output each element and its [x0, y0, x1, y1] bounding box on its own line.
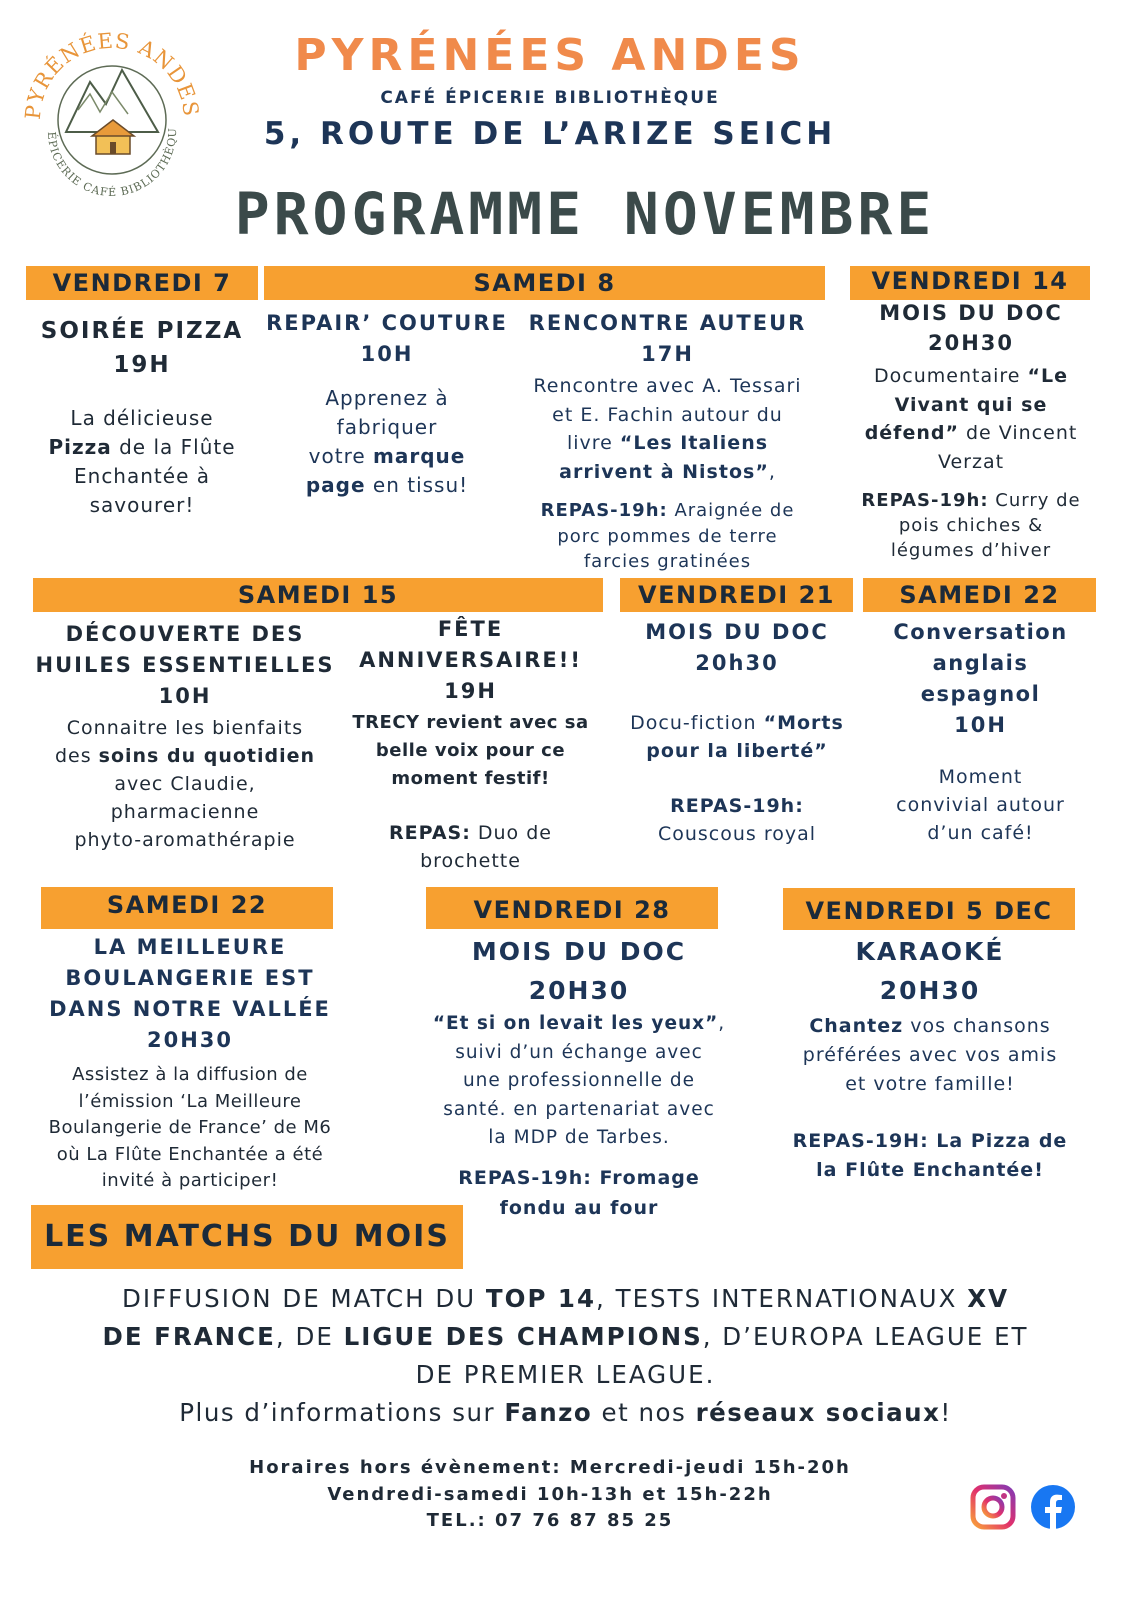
- event-desc-bold: Vivant qui se: [894, 393, 1048, 416]
- event-desc: en tissu!: [365, 473, 469, 497]
- event-desc: La délicieuse: [70, 406, 214, 430]
- meal-desc: Araignée de: [667, 500, 795, 521]
- matches-text: [30, 1280, 1101, 1432]
- event-ven28: [418, 932, 740, 1223]
- day-bar-ven5dec: VENDREDI 5 DEC: [783, 888, 1075, 930]
- meal-desc: REPAS-19H: La Pizza de: [792, 1130, 1068, 1152]
- event-title: anglais: [932, 651, 1029, 675]
- meal-desc: la Flûte Enchantée!: [816, 1159, 1044, 1181]
- event-desc: Rencontre avec A. Tessari: [533, 375, 802, 397]
- meal-desc: légumes d’hiver: [890, 540, 1052, 561]
- matches-line: !: [940, 1398, 952, 1427]
- meal-desc: porc pommes de terre: [557, 525, 778, 547]
- event-desc: préférées avec vos amis: [802, 1044, 1058, 1066]
- event-desc: Boulangerie de France’ de M6: [48, 1117, 332, 1138]
- matches-bold: XV: [967, 1284, 1010, 1313]
- instagram-icon[interactable]: [970, 1484, 1016, 1530]
- event-time: 10H: [158, 684, 212, 708]
- meal-label: REPAS-19h:: [861, 490, 989, 511]
- event-desc: Verzat: [937, 450, 1005, 473]
- day-bar-ven28: VENDREDI 28: [426, 887, 718, 929]
- day-bar-ven14: VENDREDI 14: [850, 266, 1090, 300]
- event-desc: pharmacienne: [110, 801, 260, 823]
- event-title: MOIS DU DOC: [471, 937, 687, 966]
- event-desc: savourer!: [89, 493, 195, 517]
- event-desc: santé. en partenariat avec: [443, 1098, 715, 1120]
- event-time: 20H30: [146, 1028, 234, 1052]
- event-time: 17H: [641, 342, 694, 366]
- event-desc: fabriquer: [336, 415, 438, 439]
- event-desc: Assistez à la diffusion de: [72, 1064, 308, 1085]
- matches-line: DIFFUSION DE MATCH DU: [121, 1284, 486, 1313]
- event-sam22-boulangerie: [30, 932, 350, 1195]
- event-desc-bold: “Et si on levait les yeux”: [432, 1013, 719, 1034]
- meal-desc: Duo de: [470, 822, 552, 844]
- event-desc-bold: pour la liberté”: [646, 740, 828, 762]
- event-sam15-anniversaire: [338, 614, 603, 875]
- facebook-icon[interactable]: [1030, 1484, 1076, 1530]
- meal-label: REPAS:: [389, 822, 471, 844]
- matches-line: , D’EUROPA LEAGUE ET: [702, 1322, 1029, 1351]
- event-desc: convivial autour: [896, 794, 1065, 816]
- svg-text:PYRÉNÉES ANDES: [21, 29, 203, 121]
- event-time: 20H30: [927, 331, 1015, 355]
- event-desc: ,: [768, 460, 776, 483]
- social-networks-text: réseaux sociaux: [695, 1398, 941, 1427]
- event-desc-bold: TRECY revient avec sa: [352, 712, 589, 733]
- event-desc-bold: belle voix pour ce: [375, 740, 566, 761]
- event-sam8-repair: [262, 308, 512, 500]
- event-desc: livre: [566, 432, 620, 454]
- matches-line: Plus d’informations sur: [179, 1398, 505, 1427]
- event-desc: Docu-fiction: [630, 712, 764, 734]
- event-desc: la MDP de Tarbes.: [488, 1127, 670, 1148]
- event-ven21: [612, 617, 862, 848]
- event-desc: suivi d’un échange avec: [455, 1041, 703, 1063]
- event-sam8-auteur: [515, 308, 820, 575]
- event-desc: Apprenez à: [325, 386, 449, 410]
- event-desc: phyto-aromathérapie: [74, 829, 296, 851]
- event-title: BOULANGERIE EST: [65, 966, 315, 990]
- event-desc-bold: arrivent à Nistos”: [559, 460, 769, 483]
- event-sam15-huiles: [30, 619, 340, 854]
- page-title: PROGRAMME NOVEMBRE: [234, 180, 936, 248]
- event-desc-bold: “Morts: [763, 712, 844, 734]
- event-title: MOIS DU DOC: [645, 620, 829, 644]
- event-time: 10H: [360, 342, 414, 366]
- event-desc: l’émission ‘La Meilleure: [78, 1090, 302, 1112]
- event-desc-bold: défend”: [864, 422, 959, 444]
- event-desc-bold: moment festif!: [391, 768, 550, 789]
- event-sam22-conversation: [858, 617, 1103, 847]
- phone-number: TEL.: 07 76 87 85 25: [426, 1510, 674, 1531]
- day-bar-ven21: VENDREDI 21: [620, 578, 853, 612]
- meal-label: REPAS-19h:: [670, 795, 804, 817]
- logo: [18, 22, 203, 202]
- day-bar-sam22a: SAMEDI 22: [863, 578, 1096, 612]
- event-title: FÊTE: [437, 617, 504, 641]
- event-desc: votre: [308, 444, 374, 468]
- matches-line: , TESTS INTERNATIONAUX: [596, 1284, 968, 1313]
- event-desc-bold: Chantez: [809, 1015, 904, 1037]
- event-desc-bold: “Les Italiens: [619, 432, 769, 454]
- event-title: LA MEILLEURE: [93, 935, 287, 959]
- day-bar-ven7: VENDREDI 7: [26, 266, 258, 300]
- event-desc: de la Flûte: [111, 435, 236, 459]
- event-desc: et votre famille!: [845, 1073, 1015, 1095]
- event-desc-bold: marque: [373, 444, 466, 468]
- logo-top-text: PYRÉNÉES ANDES: [20, 28, 203, 121]
- event-time: 20h30: [695, 651, 779, 675]
- logo-emblem: [18, 22, 203, 202]
- event-title: DÉCOUVERTE DES: [65, 622, 305, 646]
- day-bar-sam15: SAMEDI 15: [33, 578, 603, 612]
- matches-line: , DE: [275, 1322, 344, 1351]
- event-time: 19H: [444, 679, 497, 703]
- event-title: SOIRÉE PIZZA: [40, 318, 244, 344]
- meal-desc: brochette: [420, 850, 521, 872]
- address: 5, ROUTE DE L’ARIZE SEICH: [263, 116, 837, 152]
- meal-desc: REPAS-19h: Fromage: [458, 1166, 700, 1189]
- event-ven5dec: [775, 932, 1085, 1185]
- event-title: ANNIVERSAIRE!!: [359, 648, 582, 672]
- event-title: REPAIR’ COUTURE: [266, 311, 508, 335]
- event-desc: Moment: [938, 766, 1023, 788]
- matches-bold: TOP 14: [485, 1284, 597, 1313]
- brand-subtitle: CAFÉ ÉPICERIE BIBLIOTHÈQUE: [380, 88, 720, 108]
- meal-desc: farcies gratinées: [583, 551, 752, 572]
- brand-name: PYRÉNÉES ANDES: [294, 30, 806, 81]
- event-time: 19H: [113, 352, 171, 378]
- logo-bottom-text: ÉPICERIE CAFÉ BIBLIOTHÈQU: [44, 127, 180, 200]
- event-desc: Documentaire: [874, 365, 1028, 387]
- opening-hours: Vendredi-samedi 10h-13h et 15h-22h: [327, 1483, 773, 1505]
- event-title: KARAOKÉ: [855, 937, 1005, 966]
- event-desc: invité à participer!: [101, 1170, 279, 1191]
- footer: [100, 1455, 1000, 1535]
- event-time: 20H30: [879, 976, 981, 1005]
- event-desc: où La Flûte Enchantée a été: [56, 1143, 324, 1165]
- event-ven7: [26, 314, 258, 520]
- event-title: Conversation: [893, 620, 1068, 644]
- event-desc-bold: page: [305, 473, 366, 497]
- meal-desc: Couscous royal: [657, 823, 817, 845]
- event-desc: d’un café!: [927, 822, 1034, 844]
- event-ven14: [846, 298, 1096, 563]
- event-desc-bold: soins du quotidien: [98, 745, 316, 767]
- event-title: HUILES ESSENTIELLES: [35, 653, 335, 677]
- meal-desc: pois chiches &: [898, 515, 1044, 536]
- meal-desc: Curry de: [988, 490, 1081, 511]
- day-bar-sam22b: SAMEDI 22: [41, 887, 333, 929]
- event-title: MOIS DU DOC: [879, 301, 1063, 325]
- event-desc: vos chansons: [903, 1015, 1051, 1037]
- event-title: RENCONTRE AUTEUR: [528, 311, 807, 335]
- matches-bold: DE FRANCE: [102, 1322, 276, 1351]
- event-desc: de Vincent: [958, 422, 1078, 444]
- event-desc: ,: [718, 1013, 726, 1034]
- event-desc-bold: “Le: [1027, 365, 1068, 387]
- meal-desc: fondu au four: [499, 1196, 659, 1219]
- matches-line: DE PREMIER LEAGUE.: [415, 1360, 716, 1389]
- meal-label: REPAS-19h:: [540, 500, 668, 521]
- event-desc: Enchantée à: [74, 464, 210, 488]
- event-desc: et E. Fachin autour du: [552, 403, 783, 426]
- event-desc: Connaitre les bienfaits: [66, 717, 304, 739]
- opening-hours: Horaires hors évènement: Mercredi-jeudi 15h-20h: [249, 1457, 851, 1478]
- event-desc: avec Claudie,: [114, 773, 256, 795]
- matches-heading: LES MATCHS DU MOIS: [31, 1205, 463, 1269]
- event-time: 10H: [954, 713, 1007, 737]
- event-desc: une professionnelle de: [462, 1070, 696, 1091]
- event-title: espagnol: [920, 682, 1041, 706]
- day-bar-sam8: SAMEDI 8: [264, 266, 825, 300]
- matches-line: et nos: [592, 1398, 696, 1427]
- matches-bold: LIGUE DES CHAMPIONS: [343, 1322, 703, 1351]
- event-title: DANS NOTRE VALLÉE: [49, 997, 331, 1021]
- fanzo-link: Fanzo: [504, 1398, 593, 1427]
- event-time: 20H30: [528, 976, 630, 1005]
- event-desc-bold: Pizza: [48, 435, 112, 459]
- event-desc: des: [54, 745, 99, 767]
